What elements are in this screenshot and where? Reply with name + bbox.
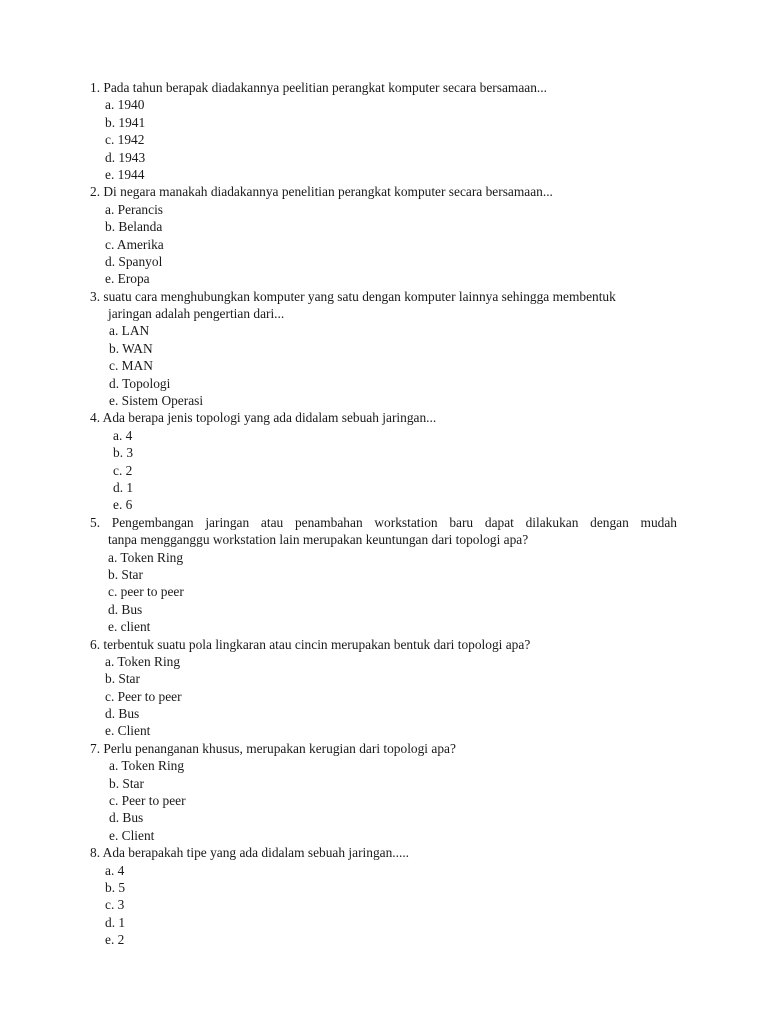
question-text: 6. terbentuk suatu pola lingkaran atau cincin merupakan bentuk dari topologi apa? bbox=[90, 636, 531, 652]
question-text-continuation: jaringan adalah pengertian dari... bbox=[108, 306, 285, 322]
option-c: c. Amerika bbox=[105, 236, 164, 252]
question-7 bbox=[0, 740, 768, 844]
option-c: c. 3 bbox=[105, 897, 125, 913]
question-text: 5. Pengembangan jaringan atau penambahan workstation baru dapat dilakukan dengan mudah bbox=[90, 514, 677, 530]
option-c: c. MAN bbox=[109, 358, 153, 374]
option-e: e. 6 bbox=[113, 497, 133, 513]
question-text: 7. Perlu penanganan khusus, merupakan kerugian dari topologi apa? bbox=[90, 740, 456, 756]
option-e: e. Eropa bbox=[105, 271, 150, 287]
option-b: b. Star bbox=[109, 775, 144, 791]
question-5 bbox=[0, 514, 768, 636]
option-b: b. 1941 bbox=[105, 114, 146, 130]
option-c: c. 1942 bbox=[105, 132, 145, 148]
option-d: d. 1 bbox=[105, 914, 126, 930]
option-b: b. WAN bbox=[109, 340, 153, 356]
option-d: d. Bus bbox=[108, 601, 143, 617]
option-e: e. Client bbox=[109, 827, 155, 843]
question-4 bbox=[0, 409, 768, 513]
option-d: d. 1 bbox=[113, 479, 134, 495]
question-2 bbox=[0, 183, 768, 287]
option-d: d. Topologi bbox=[109, 375, 171, 391]
option-b: b. 3 bbox=[113, 445, 134, 461]
option-a: a. Token Ring bbox=[108, 549, 184, 565]
option-a: a. Token Ring bbox=[109, 758, 185, 774]
option-c: c. Peer to peer bbox=[105, 688, 182, 704]
option-e: e. 1944 bbox=[105, 166, 145, 182]
option-c: c. peer to peer bbox=[108, 584, 184, 600]
question-text: 8. Ada berapakah tipe yang ada didalam sebuah jaringan..... bbox=[90, 845, 410, 861]
option-d: d. Bus bbox=[105, 706, 140, 722]
question-6 bbox=[0, 636, 768, 740]
option-a: a. LAN bbox=[109, 323, 150, 339]
option-e: e. Sistem Operasi bbox=[109, 393, 204, 409]
question-text-continuation: tanpa mengganggu workstation lain merupakan keuntungan dari topologi apa? bbox=[108, 532, 529, 548]
question-text: 4. Ada berapa jenis topologi yang ada didalam sebuah jaringan... bbox=[90, 410, 437, 426]
option-d: d. Spanyol bbox=[105, 253, 163, 269]
option-b: b. 5 bbox=[105, 879, 126, 895]
option-a: a. Token Ring bbox=[105, 653, 181, 669]
option-c: c. 2 bbox=[113, 462, 133, 478]
question-text: 3. suatu cara menghubungkan komputer yang satu dengan komputer lainnya sehingga membentuk bbox=[90, 288, 616, 304]
option-e: e. client bbox=[108, 619, 151, 635]
question-8 bbox=[0, 844, 768, 948]
option-a: a. 4 bbox=[105, 862, 125, 878]
option-d: d. Bus bbox=[109, 810, 144, 826]
quiz-page bbox=[0, 79, 768, 949]
option-e: e. 2 bbox=[105, 932, 125, 948]
question-3 bbox=[0, 288, 768, 410]
option-b: b. Star bbox=[105, 671, 140, 687]
option-e: e. Client bbox=[105, 723, 151, 739]
option-d: d. 1943 bbox=[105, 149, 146, 165]
option-b: b. Star bbox=[108, 566, 143, 582]
question-1 bbox=[0, 79, 768, 183]
option-a: a. 1940 bbox=[105, 97, 145, 113]
question-text: 1. Pada tahun berapak diadakannya peelitian perangkat komputer secara bersamaan... bbox=[90, 80, 547, 95]
question-text: 2. Di negara manakah diadakannya penelitian perangkat komputer secara bersamaan... bbox=[90, 184, 553, 200]
option-b: b. Belanda bbox=[105, 219, 163, 235]
option-a: a. 4 bbox=[113, 427, 133, 443]
option-a: a. Perancis bbox=[105, 201, 164, 217]
option-c: c. Peer to peer bbox=[109, 793, 186, 809]
